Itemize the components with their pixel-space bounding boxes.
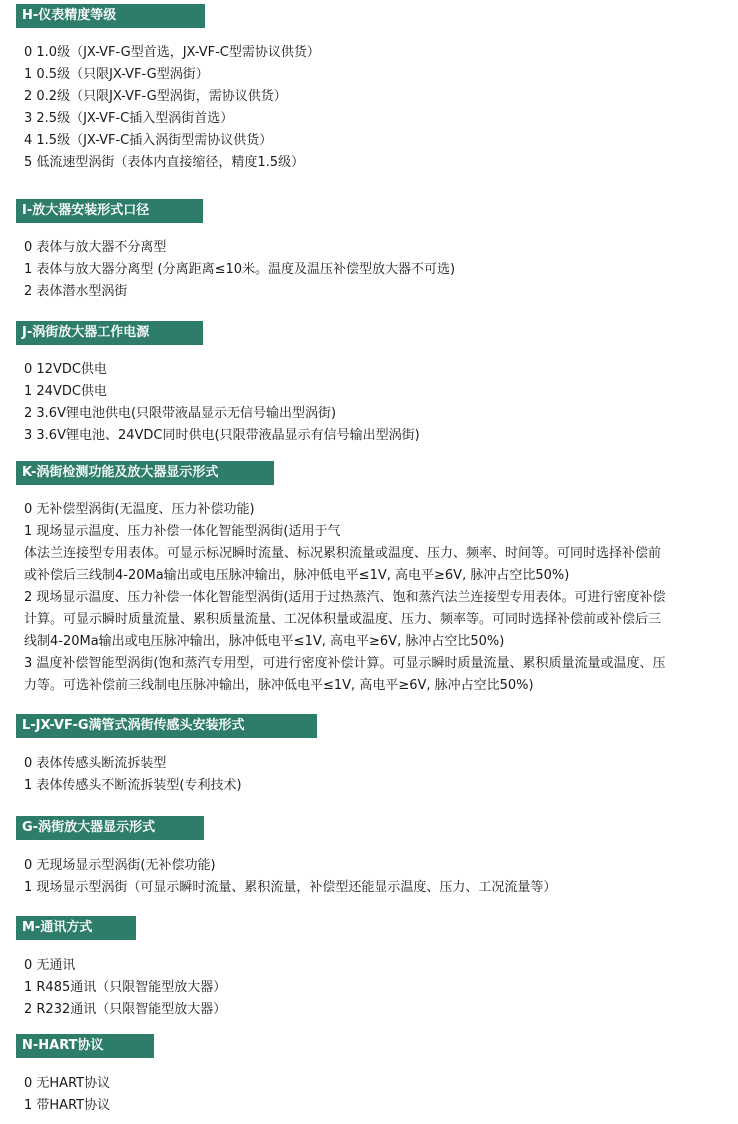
list-item: 2 0.2级（只限JX-VF-G型涡街，需协议供货） bbox=[24, 89, 287, 104]
list-item: 1 0.5级（只限JX-VF-G型涡街） bbox=[24, 67, 209, 82]
paragraph-line: 力等。可选补偿前三线制电压脉冲输出，脉冲低电平≤1V, 高电平≥6V, 脉冲占空比50%) bbox=[24, 678, 534, 693]
list-item: 1 表体与放大器分离型 (分离距离≤10米。温度及温压补偿型放大器不可选) bbox=[24, 262, 456, 277]
section-title-j: J-涡街放大器工作电源 bbox=[16, 321, 203, 345]
list-item: 3 3.6V锂电池、24VDC同时供电(只限带液晶显示有信号输出型涡街) bbox=[24, 428, 420, 443]
section-title-i: I-放大器安装形式口径 bbox=[16, 199, 203, 223]
paragraph-line: 线制4-20Ma输出或电压脉冲输出，脉冲低电平≤1V, 高电平≥6V, 脉冲占空比50%) bbox=[24, 634, 505, 649]
list-item: 3 2.5级（JX-VF-C插入型涡街首选） bbox=[24, 111, 234, 126]
list-item: 0 表体与放大器不分离型 bbox=[24, 240, 167, 255]
paragraph-line: 1 现场显示温度、压力补偿一体化智能型涡街(适用于气 bbox=[24, 524, 341, 539]
section-title-l: L-JX-VF-G满管式涡街传感头安装形式 bbox=[16, 714, 317, 738]
list-item: 2 R232通讯（只限智能型放大器） bbox=[24, 1002, 227, 1017]
list-item: 2 3.6V锂电池供电(只限带液晶显示无信号输出型涡街) bbox=[24, 406, 337, 421]
section-title-n: N-HART协议 bbox=[16, 1034, 154, 1058]
paragraph-line: 体法兰连接型专用表体。可显示标况瞬时流量、标况累积流量或温度、压力、频率、时间等。可同时选择补偿前 bbox=[24, 546, 662, 561]
list-item: 0 无通讯 bbox=[24, 958, 76, 973]
paragraph-line: 2 现场显示温度、压力补偿一体化智能型涡街(适用于过热蒸汽、饱和蒸汽法兰连接型专用表体。可进行密度补偿 bbox=[24, 590, 666, 605]
list-item: 1 表体传感头不断流拆装型(专利技术) bbox=[24, 778, 242, 793]
paragraph-line: 或补偿后三线制4-20Ma输出或电压脉冲输出，脉冲低电平≤1V, 高电平≥6V, 脉冲占空比50%) bbox=[24, 568, 570, 583]
paragraph-line: 0 无补偿型涡街(无温度、压力补偿功能) bbox=[24, 502, 255, 517]
paragraph-line: 计算。可显示瞬时质量流量、累积质量流量、工况体积量或温度、压力、频率等。可同时选择补偿前或补偿后三 bbox=[24, 612, 662, 627]
list-item: 0 无HART协议 bbox=[24, 1076, 111, 1091]
list-item: 4 1.5级（JX-VF-C插入涡街型需协议供货） bbox=[24, 133, 273, 148]
list-item: 1 24VDC供电 bbox=[24, 384, 107, 399]
list-item: 0 1.0级（JX-VF-G型首选，JX-VF-C型需协议供货） bbox=[24, 45, 320, 60]
list-item: 1 R485通讯（只限智能型放大器） bbox=[24, 980, 227, 995]
list-item: 1 现场显示型涡街（可显示瞬时流量、累积流量，补偿型还能显示温度、压力、工况流量等） bbox=[24, 880, 557, 895]
section-title-h: H-仪表精度等级 bbox=[16, 4, 205, 28]
section-title-m: M-通讯方式 bbox=[16, 916, 136, 940]
section-title-k: K-涡街检测功能及放大器显示形式 bbox=[16, 461, 274, 485]
list-item: 0 表体传感头断流拆装型 bbox=[24, 756, 167, 771]
section-title-g: G-涡街放大器显示形式 bbox=[16, 816, 204, 840]
paragraph-line: 3 温度补偿智能型涡街(饱和蒸汽专用型，可进行密度补偿计算。可显示瞬时质量流量、累积质量流量或温度、压 bbox=[24, 656, 666, 671]
list-item: 2 表体潜水型涡街 bbox=[24, 284, 128, 299]
list-item: 5 低流速型涡街（表体内直接缩径，精度1.5级） bbox=[24, 155, 305, 170]
list-item: 0 12VDC供电 bbox=[24, 362, 107, 377]
list-item: 0 无现场显示型涡街(无补偿功能) bbox=[24, 858, 216, 873]
list-item: 1 带HART协议 bbox=[24, 1098, 111, 1113]
